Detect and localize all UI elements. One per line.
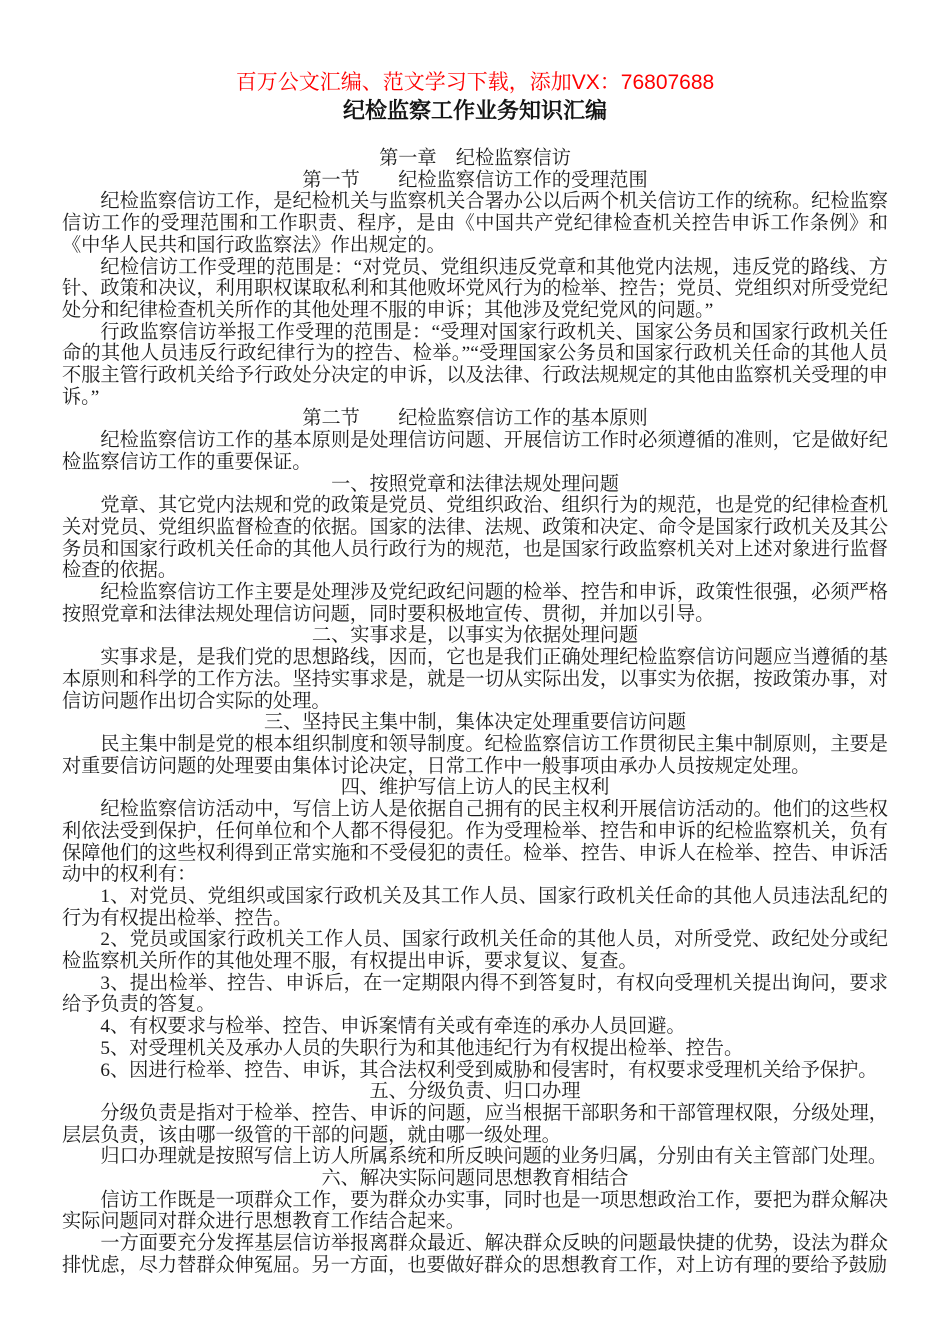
paragraph: 实事求是，是我们党的思想路线，因而，它也是我们正确处理纪检监察信访问题应当遵循的基本原则和科学的工作方法。坚持实事求是，就是一切从实际出发，以事实为依据，按政策办事，对信访问题作出切合实际的处理。 xyxy=(62,647,888,712)
document-body xyxy=(62,148,888,1277)
paragraph: 民主集中制是党的根本组织制度和领导制度。纪检监察信访工作贯彻民主集中制原则，主要是对重要信访问题的处理要由集体讨论决定，日常工作中一般事项由承办人员按规定处理。 xyxy=(62,733,888,777)
paragraph: 分级负责是指对于检举、控告、申诉的问题，应当根据干部职务和干部管理权限，分级处理，层层负责，该由哪一级管的干部的问题，就由哪一级处理。 xyxy=(62,1102,888,1146)
list-item: 6、因进行检举、控告、申诉，其合法权利受到威胁和侵害时，有权要求受理机关给予保护。 xyxy=(100,1059,878,1081)
list-item: 1、对党员、党组织或国家行政机关及其工作人员、国家行政机关任命的其他人员违法乱纪的行为有权提出检举、控告。 xyxy=(62,885,888,929)
subsection-heading: 四、维护写信上访人的民主权利 xyxy=(340,777,610,799)
paragraph: 纪检监察信访工作，是纪检机关与监察机关合署办公以后两个机关信访工作的统称。纪检监察信访工作的受理范围和工作职责、程序，是由《中国共产党纪律检查机关控告申诉工作条例》和《中华人民共和国行政监察法》作出规定的。 xyxy=(62,191,888,256)
paragraph: 归口办理就是按照写信上访人所属系统和所反映问题的业务归属，分别由有关主管部门处理。 xyxy=(100,1146,888,1168)
paragraph: 纪检监察信访工作主要是处理涉及党纪政纪问题的检举、控告和申诉，政策性很强，必须严格按照党章和法律法规处理信访问题，同时要积极地宣传、贯彻，并加以引导。 xyxy=(62,582,888,625)
subsection-heading: 五、分级负责、归口办理 xyxy=(369,1081,581,1103)
paragraph: 行政监察信访举报工作受理的范围是：“受理对国家行政机关、国家公务员和国家行政机关任命的其他人员违反行政纪律行为的控告、检举。”“受理国家公务员和国家行政机关任命的其他人员不服主管行政机关给予行政处分决定的申诉，以及法律、行政法规规定的其他由监察机关受理的申诉。” xyxy=(62,321,888,408)
subsection-heading: 六、解决实际问题同思想教育相结合 xyxy=(321,1168,629,1190)
paragraph: 纪检监察信访活动中，写信上访人是依据自己拥有的民主权利开展信访活动的。他们的这些权利依法受到保护，任何单位和个人都不得侵犯。作为受理检举、控告和申诉的纪检监察机关，负有保障他们的这些权利得到正常实施和不受侵犯的责任。检举、控告、申诉人在检举、控告、申诉活动中的权利有： xyxy=(62,799,888,886)
paragraph: 党章、其它党内法规和党的政策是党员、党组织政治、组织行为的规范，也是党的纪律检查机关对党员、党组织监督检查的依据。国家的法律、法规、政策和决定、命令是国家行政机关及其公务员和国家行政机关任命的其他人员行政行为的规范，也是国家行政监察机关对上述对象进行监督检查的依据。 xyxy=(62,495,888,582)
list-item: 3、提出检举、控告、申诉后，在一定期限内得不到答复时，有权向受理机关提出询问，要求给予负责的答复。 xyxy=(62,972,888,1016)
document-title: 纪检监察工作业务知识汇编 xyxy=(342,98,607,123)
chapter-heading: 第一章 纪检监察信访 xyxy=(379,148,571,169)
subsection-heading: 一、按照党章和法律法规处理问题 xyxy=(331,473,619,495)
promo-notice: 百万公文汇编、范文学习下载，添加VX：76807688 xyxy=(235,71,715,94)
subsection-heading: 三、坚持民主集中制，集体决定处理重要信访问题 xyxy=(263,712,687,734)
section-heading: 第一节 纪检监察信访工作的受理范围 xyxy=(302,169,648,191)
paragraph: 信访工作既是一项群众工作，要为群众办实事，同时也是一项思想政治工作，要把为群众解决实际问题同对群众进行思想教育工作结合起来。 xyxy=(62,1189,888,1233)
paragraph: 纪检监察信访工作的基本原则是处理信访问题、开展信访工作时必须遵循的准则，它是做好纪检监察信访工作的重要保证。 xyxy=(62,430,888,473)
paragraph: 纪检信访工作受理的范围是：“对党员、党组织违反党章和其他党内法规，违反党的路线、方针、政策和决议，利用职权谋取私利和其他败坏党风行为的检举、控告；党员、党组织对所受党纪处分和纪律检查机关所作的其他处理不服的申诉；其他涉及党纪党风的问题。” xyxy=(62,256,888,321)
list-item: 2、党员或国家行政机关工作人员、国家行政机关任命的其他人员，对所受党、政纪处分或纪检监察机关所作的其他处理不服，有权提出申诉，要求复议、复查。 xyxy=(62,929,888,973)
section-heading: 第二节 纪检监察信访工作的基本原则 xyxy=(302,408,648,430)
subsection-heading: 二、实事求是，以事实为依据处理问题 xyxy=(311,625,639,647)
list-item: 5、对受理机关及承办人员的失职行为和其他违纪行为有权提出检举、控告。 xyxy=(100,1037,744,1059)
list-item: 4、有权要求与检举、控告、申诉案情有关或有牵连的承办人员回避。 xyxy=(100,1016,686,1038)
paragraph: 一方面要充分发挥基层信访举报离群众最近、解决群众反映的问题最快捷的优势，设法为群众排忧虑，尽力替群众伸冤屈。另一方面，也要做好群众的思想教育工作，对上访有理的要给予鼓励 xyxy=(62,1233,888,1276)
